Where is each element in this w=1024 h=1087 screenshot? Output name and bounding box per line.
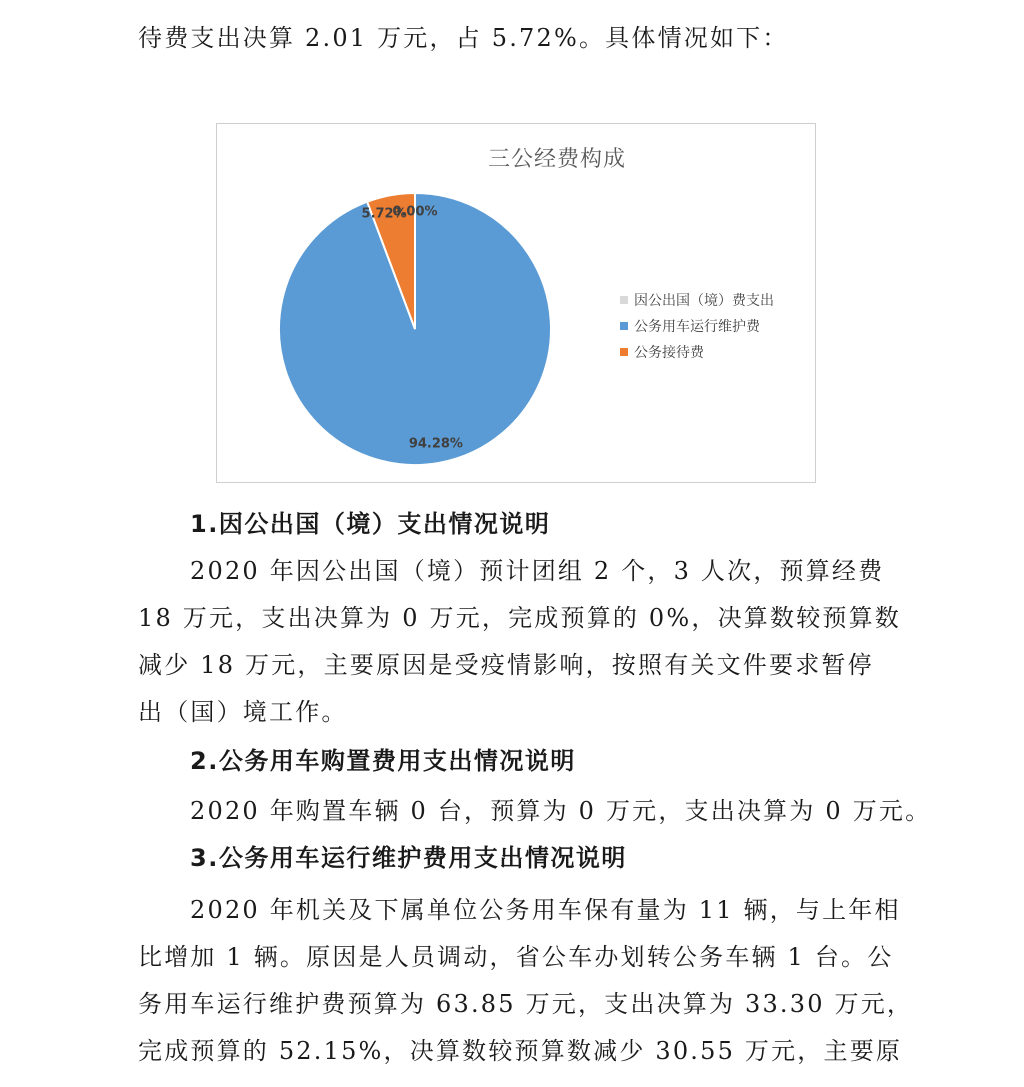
legend-item-0 bbox=[620, 287, 774, 313]
paragraph-line: 2020 年购置车辆 0 台，预算为 0 万元，支出决算为 0 万元。 bbox=[190, 797, 932, 825]
legend-label-1: 公务用车运行维护费 bbox=[634, 319, 760, 335]
legend-label-2: 公务接待费 bbox=[634, 345, 704, 361]
pie-data-label-2: 5.72% bbox=[361, 206, 407, 222]
section-heading-1: 1.因公出国（境）支出情况说明 bbox=[190, 510, 551, 538]
legend-swatch-2 bbox=[620, 348, 628, 356]
paragraph-line: 2020 年机关及下属单位公务用车保有量为 11 辆，与上年相 bbox=[190, 896, 901, 924]
paragraph-line: 减少 18 万元，主要原因是受疫情影响，按照有关文件要求暂停 bbox=[138, 651, 874, 679]
paragraph-line: 出（国）境工作。 bbox=[138, 698, 348, 726]
section-heading-2: 2.公务用车购置费用支出情况说明 bbox=[190, 747, 576, 775]
legend-label-0: 因公出国（境）费支出 bbox=[634, 293, 774, 309]
section-heading-3: 3.公务用车运行维护费用支出情况说明 bbox=[190, 844, 627, 872]
legend-item-2 bbox=[620, 339, 774, 365]
chart-legend bbox=[620, 287, 774, 365]
pie-data-label-0: 0.00% bbox=[392, 204, 438, 220]
legend-item-1 bbox=[620, 313, 774, 339]
legend-swatch-1 bbox=[620, 322, 628, 330]
chart-title: 三公经费构成 bbox=[487, 147, 626, 172]
paragraph-line: 比增加 1 辆。原因是人员调动，省公车办划转公务车辆 1 台。公 bbox=[138, 943, 894, 971]
pie-chart bbox=[216, 123, 816, 483]
paragraph-line: 务用车运行维护费预算为 63.85 万元，支出决算为 33.30 万元， bbox=[138, 990, 914, 1018]
paragraph-line: 2020 年因公出国（境）预计团组 2 个，3 人次，预算经费 bbox=[190, 557, 885, 585]
pie-data-label-1: 94.28% bbox=[408, 436, 463, 452]
legend-swatch-0 bbox=[620, 296, 628, 304]
paragraph-line: 完成预算的 52.15%，决算数较预算数减少 30.55 万元，主要原 bbox=[138, 1037, 903, 1065]
paragraph-line: 18 万元，支出决算为 0 万元，完成预算的 0%，决算数较预算数 bbox=[138, 604, 901, 632]
paragraph-line: 待费支出决算 2.01 万元，占 5.72%。具体情况如下： bbox=[138, 24, 789, 52]
